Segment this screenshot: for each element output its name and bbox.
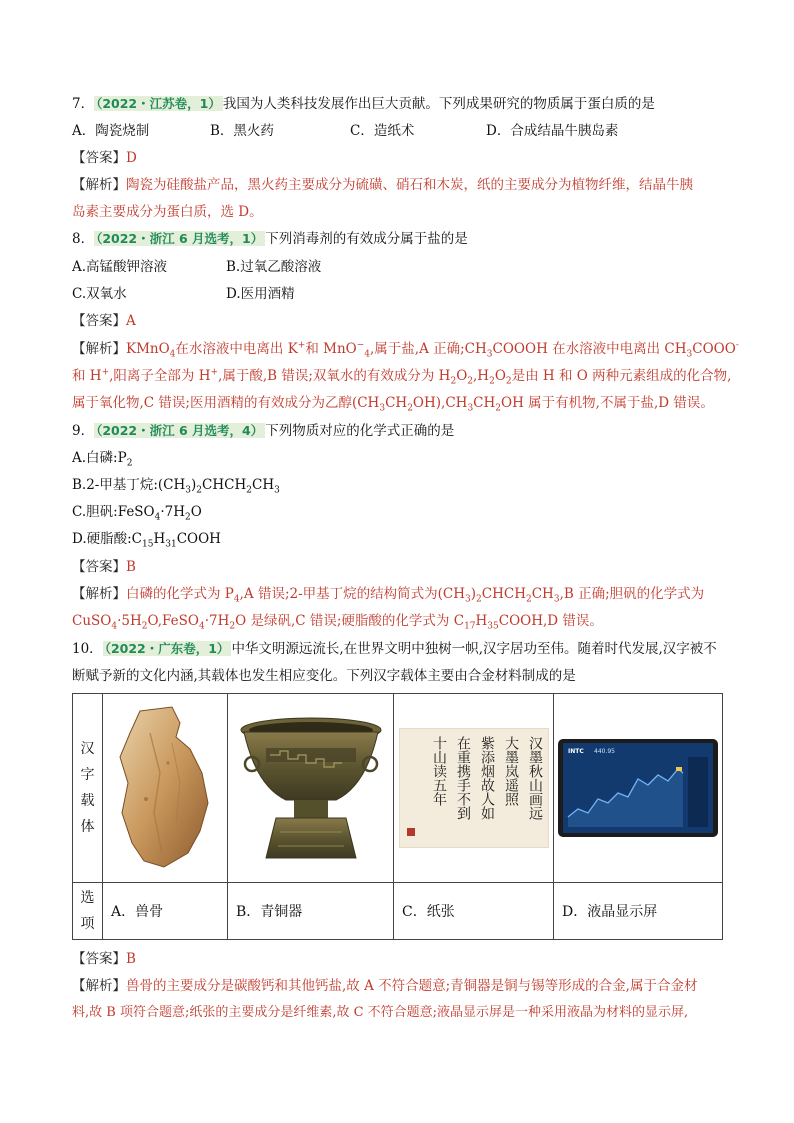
- q8-option-b: B.过氧乙酸溶液: [226, 259, 322, 275]
- answer-tag: 【答案】: [72, 559, 126, 575]
- analysis-tag: 【解析】: [72, 177, 126, 193]
- calligraphy-column: 汉墨秋山画远: [526, 736, 543, 820]
- q9-analysis-line-2: $CuSO_4\cdot 5H_2O,FeSO_4\cdot 7H_2O$ 是绿矾,C 错误;硬脂酸的化学式为 $C_{17}H_{35}COOH,D$ 错误。: [72, 613, 603, 632]
- q8-option-a: A.高锰酸钾溶液: [72, 259, 168, 275]
- q10-number: 10．: [72, 641, 103, 657]
- q7-source: （2022・江苏卷，1）: [96, 96, 221, 111]
- q8-answer: [72, 312, 136, 330]
- answer-tag: 【答案】: [72, 150, 126, 166]
- q7-stem-text: 我国为人类科技发展作出巨大贡献。下列成果研究的物质属于蛋白质的是: [222, 96, 655, 112]
- row-header-carrier: 汉 字 载 体: [73, 694, 103, 883]
- q8-option-d: D.医用酒精: [226, 286, 295, 302]
- q10-source: （2022・广东卷，1）: [104, 641, 230, 656]
- q10-answer-value: B: [126, 951, 136, 967]
- analysis-tag: 【解析】: [72, 341, 126, 357]
- q8-option-c: C.双氧水: [72, 286, 127, 302]
- q8-answer-value: A: [126, 313, 136, 329]
- q9-option-d: D.硬脂酸$:C_{15}H_{31}COOH$: [72, 531, 221, 550]
- bronze-vessel-image: [228, 694, 394, 883]
- q10-stem-line-1: [72, 640, 717, 658]
- q7-option-d: D．合成结晶牛胰岛素: [486, 123, 619, 139]
- q10-option-c: C．纸张: [394, 883, 554, 940]
- calligraphy-paper-image: [394, 694, 554, 883]
- calligraphy-column: 十山读五年: [430, 736, 447, 806]
- table-row: [73, 883, 723, 940]
- q8-number: 8．: [72, 231, 95, 247]
- q10-analysis-line-1: [72, 977, 697, 995]
- calligraphy-column: 在重携手不到: [454, 736, 471, 820]
- screen-ticker: INTC: [568, 748, 584, 755]
- row-header-option: 选 项: [73, 883, 103, 940]
- q8-analysis-line-3: 属于氧化物,C 错误;医用酒精的有效成分为乙醇$(CH_3CH_2OH),CH_3CH_2OH$ 属于有机物,不属于盐,D 错误。: [72, 395, 714, 414]
- q7-option-b: B．黑火药: [210, 123, 274, 139]
- q10-analysis-line-2: 料,故 B 项符合题意;纸张的主要成分是纤维素,故 C 不符合题意;液晶显示屏是一种采用液晶为材料的显示屏,: [72, 1005, 689, 1020]
- q7-answer: [72, 149, 137, 167]
- q9-number: 9．: [72, 423, 95, 439]
- q10-answer: [72, 950, 136, 968]
- q8-analysis-line-1: [72, 340, 739, 358]
- lcd-screen-image: [554, 694, 723, 883]
- q9-analysis-text-1: 白磷的化学式为 $P_4,A$ 错误;2-甲基丁烷的结构简式为$(CH_3)_2CHCH_2CH_3,B$ 正确;胆矾的化学式为: [126, 586, 705, 605]
- q10-stem-text-1: 中华文明源远流长,在世界文明中独树一帜,汉字居功至伟。随着时代发展,汉字被不: [231, 641, 717, 657]
- q8-analysis-line-2: 和 H+,阳离子全部为 H+,属于酸,B 错误;双氧水的有效成分为 $H_2O_2,H_2O_2$是由 H 和 O 两种元素组成的化合物,: [72, 367, 732, 387]
- q7-analysis-line-2: 岛素主要成分为蛋白质，选 D。: [72, 204, 263, 220]
- q9-option-c: C.胆矾$:FeSO_4\cdot 7H_2O$: [72, 504, 202, 523]
- q7-stem: [72, 95, 655, 113]
- q7-option-c: C．造纸术: [350, 123, 415, 139]
- q9-option-a: A.白磷$:P_2$: [72, 450, 133, 469]
- q8-stem-text: 下列消毒剂的有效成分属于盐的是: [265, 231, 468, 247]
- q8-source: （2022・浙江 6 月选考，1）: [96, 231, 264, 246]
- seal-stamp: [407, 828, 415, 836]
- q9-stem: [72, 422, 454, 440]
- answer-tag: 【答案】: [72, 951, 126, 967]
- q7-option-a: A．陶瓷烧制: [72, 123, 150, 139]
- q9-answer: [72, 558, 136, 576]
- table-row: [73, 694, 723, 883]
- animal-bone-image: [103, 694, 228, 883]
- q10-option-a: A．兽骨: [103, 883, 228, 940]
- calligraphy-column: 紫添烟故人如: [478, 736, 495, 820]
- q9-option-b: B.2-甲基丁烷$:(CH_3)_2CHCH_2CH_3$: [72, 477, 280, 496]
- analysis-tag: 【解析】: [72, 586, 126, 602]
- q7-number: 7．: [72, 96, 95, 112]
- q7-analysis-text-1: 陶瓷为硅酸盐产品，黑火药主要成分为硫磺、硝石和木炭，纸的主要成分为植物纤维，结晶牛胰: [126, 177, 693, 193]
- screen-price: 440.95: [594, 748, 615, 755]
- q9-stem-text: 下列物质对应的化学式正确的是: [265, 423, 455, 439]
- q9-analysis-line-1: [72, 585, 704, 603]
- q9-source: （2022・浙江 6 月选考，4）: [96, 423, 264, 438]
- q10-analysis-text-1: 兽骨的主要成分是碳酸钙和其他钙盐,故 A 不符合题意;青铜器是铜与锡等形成的合金,属于合金材: [126, 978, 698, 994]
- answer-tag: 【答案】: [72, 313, 126, 329]
- q10-option-b: B．青铜器: [228, 883, 394, 940]
- analysis-tag: 【解析】: [72, 978, 126, 994]
- q10-option-d: D．液晶显示屏: [554, 883, 723, 940]
- calligraphy-column: 大墨岚遥照: [502, 736, 519, 806]
- q7-answer-value: D: [126, 150, 137, 166]
- q7-analysis-line-1: [72, 176, 693, 194]
- q9-answer-value: B: [126, 559, 136, 575]
- q8-stem: [72, 230, 468, 248]
- q10-carrier-table: [72, 693, 723, 940]
- q10-stem-line-2: 断赋予新的文化内涵,其载体也发生相应变化。下列汉字载体主要由合金材料制成的是: [72, 668, 576, 684]
- q8-analysis-text-1: KMnO$_4$在水溶液中电离出 K+和 MnO−$_4$,属于盐,A 正确$;CH_3COOOH$ 在水溶液中电离出 $CH_3COOO^-$: [126, 340, 739, 360]
